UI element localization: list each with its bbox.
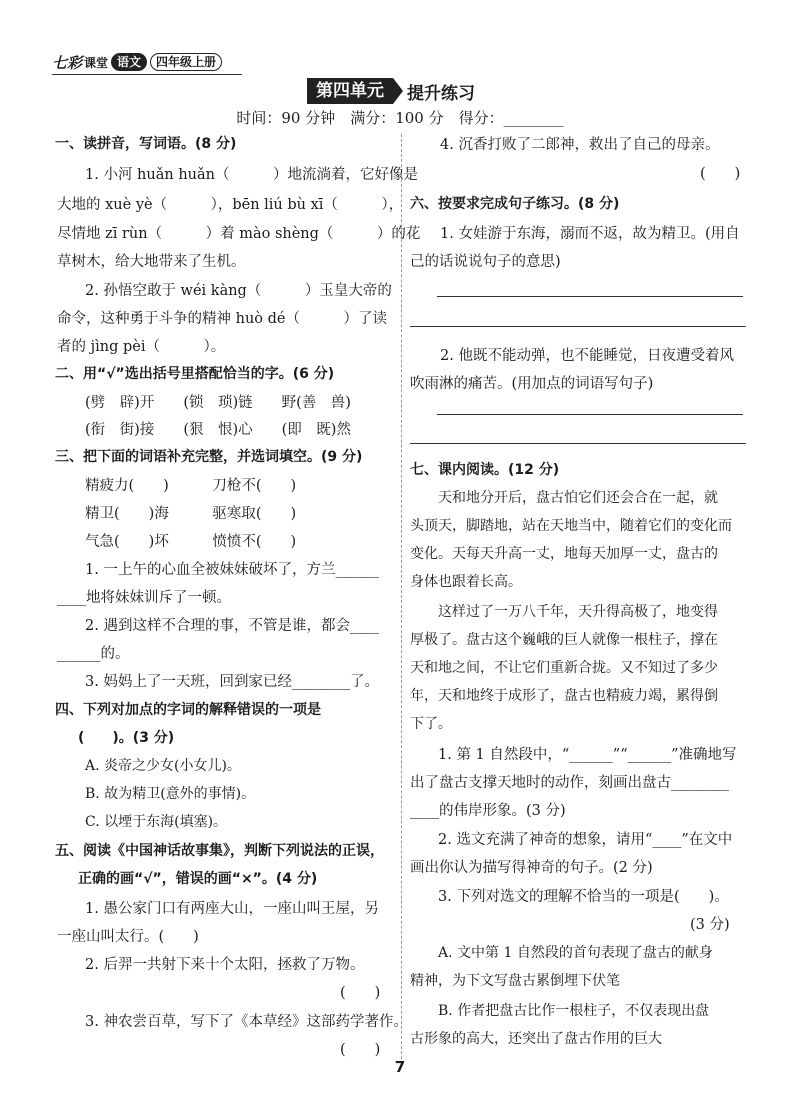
question-line: 2. 后羿一共射下来十个太阳，拯救了万物。 — [85, 957, 365, 973]
question-line: 精卫( )海 驱寒取( ) — [85, 506, 297, 522]
question-line: 画出你认为描写得神奇的句子。(2 分) — [410, 860, 653, 876]
passage-line: 头顶天，脚踏地，站在天地当中，随着它们的变化而 — [410, 518, 732, 534]
title-subtitle: 提升练习 — [407, 83, 475, 104]
question-line: 大地的 xuè yè（ ），bēn liú bù xī（ ）， — [57, 197, 404, 213]
option-b: B. 作者把盘古比作一根柱子，不仅表现出盘 — [438, 1003, 710, 1019]
subject-badge: 语文 — [111, 53, 147, 71]
option-a: A. 炎帝之少女(小女儿)。 — [85, 758, 241, 774]
passage-line: 这样过了一万八千年，天升得高极了，地变得 — [438, 604, 718, 620]
question-line: 出了盘古支撑天地时的动作，刻画出盘古________ — [410, 775, 729, 791]
brand-name: 课堂 — [84, 55, 109, 70]
question-line: 3. 妈妈上了一天班，回到家已经________了。 — [85, 674, 379, 690]
question-line: 2. 他既不能动弹，也不能睡觉，日夜遭受着风 — [440, 348, 734, 364]
passage-line: 下了。 — [410, 716, 452, 732]
passage-line: 天和地分开后，盘古怕它们还会合在一起，就 — [438, 490, 718, 506]
answer-line[interactable] — [410, 443, 746, 444]
question-line: ____地将妹妹训斥了一顿。 — [57, 590, 231, 606]
question-line: 己的话说说句子的意思) — [410, 254, 561, 270]
question-line: 1. 一上午的心血全被妹妹破坏了，方兰______ — [85, 562, 379, 578]
brand-header — [52, 52, 222, 72]
points-label: (3 分) — [690, 917, 730, 933]
question-line: ______的。 — [57, 646, 130, 662]
section-4-heading: 四、下列对加点的字词的解释错误的一项是 — [55, 702, 321, 718]
section-5-heading-cont: 正确的画“√”，错误的画“×”。(4 分) — [78, 871, 318, 887]
passage-line: 年，天和地终于成形了，盘古也精疲力竭，累得倒 — [410, 688, 718, 704]
question-line: 吹雨淋的痛苦。(用加点的词语写句子) — [410, 376, 654, 392]
section-2-heading: 二、用“√”选出括号里搭配恰当的字。(6 分) — [55, 366, 335, 382]
answer-blank[interactable]: ( ) — [340, 1042, 381, 1058]
answer-line[interactable] — [410, 326, 746, 327]
section-1-heading: 一、读拼音，写词语。(8 分) — [55, 136, 237, 152]
exam-meta: 时间：90 分钟 满分：100 分 得分：________ — [236, 109, 564, 127]
section-7-heading: 七、课内阅读。(12 分) — [410, 462, 560, 478]
question-line: 3. 神农尝百草，写下了《本草经》这部药学著作。 — [85, 1014, 408, 1030]
question-line: ____的伟岸形象。(3 分) — [410, 803, 566, 819]
answer-line[interactable] — [437, 296, 743, 297]
page-number: 7 — [394, 1058, 406, 1076]
passage-line: 厚极了。盘古这个巍峨的巨人就像一根柱子，撑在 — [410, 632, 718, 648]
option-b-cont: 古形象的高大，还突出了盘古作用的巨大 — [410, 1031, 662, 1047]
question-line: 4. 沉香打败了二郎神，救出了自己的母亲。 — [440, 137, 720, 153]
question-line: 尽情地 zī rùn（ ）着 mào shèng（ ）的花 — [57, 226, 421, 242]
question-line: 精疲力( ) 刀枪不( ) — [85, 478, 297, 494]
question-line: 者的 jìng pèi（ ）。 — [57, 339, 226, 355]
column-divider — [401, 134, 402, 1064]
section-3-heading: 三、把下面的词语补充完整，并选词填空。(9 分) — [55, 449, 363, 465]
answer-blank[interactable]: ( ) — [700, 166, 741, 182]
unit-label: 第四单元 — [307, 78, 393, 104]
answer-blank[interactable]: ( ) — [340, 985, 381, 1001]
passage-line: 身体也跟着长高。 — [410, 574, 522, 590]
header-rule — [52, 74, 242, 75]
question-line: 2. 孙悟空敢于 wéi kàng（ ）玉皇大帝的 — [85, 283, 392, 299]
question-line: 草树木，给大地带来了生机。 — [57, 254, 246, 270]
question-line: 气急( )坏 愤愤不( ) — [85, 534, 297, 550]
brand-logo: 七彩 — [52, 53, 83, 72]
passage-line: 变化。天每天升高一丈，地每天加厚一丈，盘古的 — [410, 546, 718, 562]
question-line: 1. 第 1 自然段中，“______”“______”准确地写 — [438, 747, 737, 763]
option-a: A. 文中第 1 自然段的首句表现了盘古的献身 — [438, 945, 713, 961]
section-5-heading: 五、阅读《中国神话故事集》，判断下列说法的正误， — [55, 843, 384, 859]
answer-line[interactable] — [437, 414, 743, 415]
grade-badge: 四年级上册 — [150, 53, 222, 71]
option-a-cont: 精神，为下文写盘古累倒埋下伏笔 — [410, 973, 620, 989]
question-line: 1. 小河 huǎn huǎn（ ）地流淌着，它好像是 — [85, 167, 418, 183]
question-line: 1. 愚公家门口有两座大山，一座山叫王屋，另 — [85, 901, 379, 917]
question-line: 2. 遇到这样不合理的事，不管是谁，都会____ — [85, 618, 379, 634]
question-line: 2. 选文充满了神奇的想象，请用“____”在文中 — [438, 832, 733, 848]
question-line: 命令，这种勇于斗争的精神 huò dé（ ）了读 — [57, 311, 387, 327]
section-4-heading-cont: ( )。(3 分) — [78, 730, 175, 746]
question-line: 1. 女娃游于东海，溺而不返，故为精卫。(用自 — [440, 226, 740, 242]
question-line: 3. 下列对选文的理解不恰当的一项是( )。 — [438, 889, 729, 905]
question-line: 一座山叫太行。( ) — [57, 929, 199, 945]
page-title — [307, 78, 475, 104]
question-line: (劈 辟)开 (锁 琐)链 野(善 兽) — [85, 395, 351, 411]
question-line: (衔 街)接 (狠 恨)心 (即 既)然 — [85, 422, 351, 438]
option-c: C. 以堙于东海(填塞)。 — [85, 814, 228, 830]
section-6-heading: 六、按要求完成句子练习。(8 分) — [410, 196, 620, 212]
option-b: B. 故为精卫(意外的事情)。 — [85, 786, 256, 802]
passage-line: 天和地之间，不让它们重新合拢。又不知过了多少 — [410, 660, 718, 676]
